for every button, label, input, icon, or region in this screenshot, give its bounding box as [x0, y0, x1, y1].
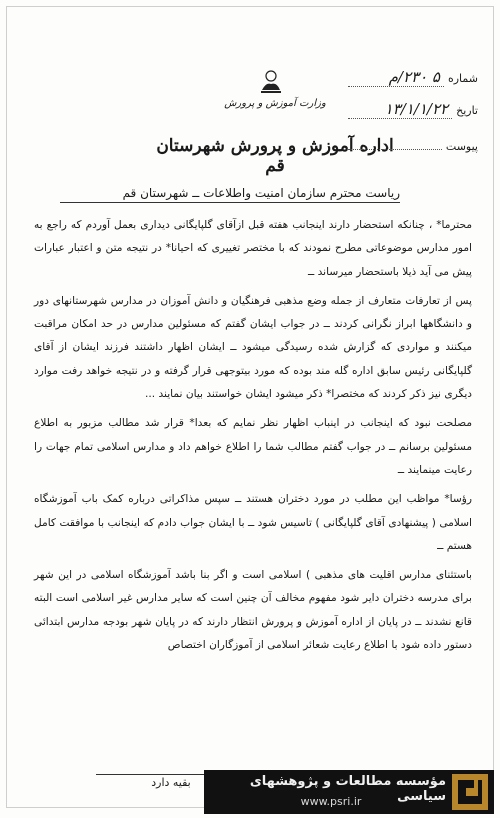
paragraph-3: مصلحت نبود که اینجانب در اینباب اظهار نظر نمایم که بعدا* قرار شد مطالب مزبور به اطلاع مسئولین برسانم ــ در جواب گفتم مطالب شما را اطلاع خواهم داد و مدارس اسلامی تمام جهات را رعایت مینمایند ــ — [34, 417, 472, 476]
ministry-name: وزارت آموزش و پرورش — [224, 98, 326, 109]
institute-url[interactable]: www.psri.ir — [300, 795, 362, 808]
paragraph-2: پس از تعارفات متعارف از جمله وضع مذهبی فرهنگیان و دانش آموزان در مدارس شهرستانهای دور و دانشگاهها ابراز نگرانی کردند ــ در جواب ایشان گفتم که مسئولین مدارس در حد امکان مراقبت میکنند و مواردی که گزارش شده رسیدگی میشود ــ ایشان اظهار داشتند فرزند ایشان از آقای گلپایگانی رئیس سابق اداره گله مند بوده که مورد بیتوجهی قرار گرفته و در نتیجه خواهد رفت موارد دیگری نیز ذکر کردند که مختصرا* ذکر میشود ایشان خواستند بیان نمایند ... — [34, 294, 472, 401]
office-title: اداره آموزش و پرورش شهرستان قم — [156, 136, 394, 176]
footer-watermark — [204, 770, 494, 814]
paragraph-1: محترما* ، چنانکه استحضار دارند اینجانب هفته قبل ازآقای گلپایگانی دیداری بعمل آوردم که راجع به امور مدارس موضوعاتی مطرح نمودند که با مختصر تغییری که احیانا* در نتیجه متن و اعتبار عبارات پیش می آید ذیلا باستحضار میرساند ــ — [34, 219, 472, 278]
paragraph-5: باستثنای مدارس اقلیت های مذهبی ) اسلامی است و اگر بنا باشد آموزشگاه اسلامی در این شهر برای مدرسه دختران دایر شود مفهوم مخالف آن چنین است که سایر مدارس غیر اسلامی است البته قانع نشدند ــ در پایان از اداره آموزش و پرورش انتظار دارند که در پایان شهر بودجه مدارس ابتدائی دستور داده شود با اطلاع رعایت شعائر اسلامی از آموزگاران اختصاص — [34, 569, 472, 652]
date-row — [348, 100, 478, 119]
attachment-label: پیوست — [445, 140, 478, 153]
letter-body — [34, 214, 472, 663]
continuation-note: بقیه دارد — [96, 774, 246, 789]
number-label: شماره — [447, 72, 478, 85]
date-value: ۱۳/۱/۱/۲۲ — [348, 100, 452, 119]
institute-name: مؤسسه مطالعات و پژوهشهای سیاسی — [249, 774, 446, 804]
addressee-line: ریاست محترم سازمان امنیت واطلاعات ــ شهرستان قم — [60, 186, 400, 203]
number-value: ۵ ۲۳۰/م — [348, 68, 444, 87]
date-label: تاریخ — [456, 104, 478, 117]
paragraph-4: رؤسا* مواظب این مطلب در مورد دختران هستند ــ سپس مذاکراتی درباره کمک باب آموزشگاه اسلامی ( پیشنهادی آقای گلپایگانی ) تاسیس شود ــ با ایشان جواب دادم که اینجانب با موافقت کامل هستم ــ — [34, 493, 472, 552]
institute-logo-icon — [452, 774, 488, 810]
attachment-value — [348, 149, 442, 150]
lion-and-sun-emblem-icon — [258, 68, 284, 96]
attachment-row — [348, 140, 478, 153]
number-row — [348, 68, 478, 87]
